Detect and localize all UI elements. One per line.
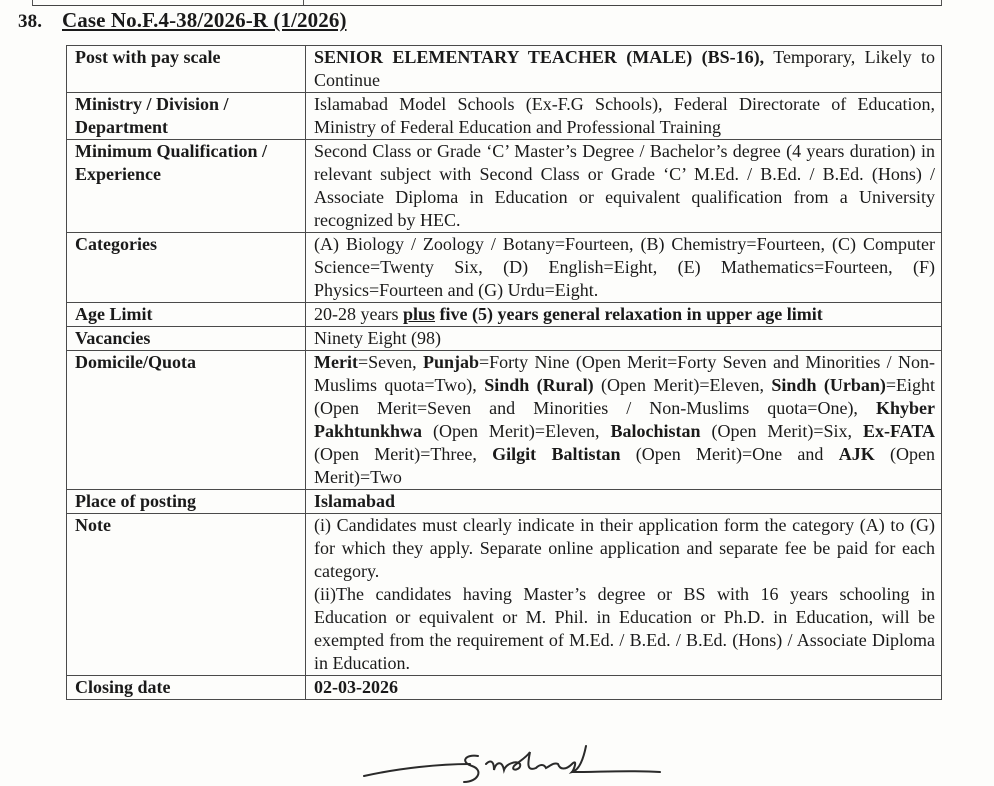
table-row <box>67 233 942 303</box>
domicile-region: Khyber Pakhtunkhwa <box>314 398 935 441</box>
post-value <box>306 46 942 93</box>
qualification-label: Minimum Qualification / Experience <box>67 140 306 233</box>
signature-stroke <box>464 756 478 782</box>
table-row <box>67 46 942 93</box>
domicile-quota-text: (Open Merit)=Six, <box>700 421 863 441</box>
closing-date-value <box>306 676 942 700</box>
categories-label: Categories <box>67 233 306 303</box>
case-heading <box>18 8 347 33</box>
ministry-value: Islamabad Model Schools (Ex-F.G Schools), Federal Directorate of Education, Ministry of Federal Education and Professional Training <box>306 93 942 140</box>
note-label: Note <box>67 514 306 676</box>
domicile-region: Balochistan <box>610 421 701 441</box>
domicile-region: Gilgit Baltistan <box>492 444 621 464</box>
domicile-label: Domicile/Quota <box>67 351 306 490</box>
age-relaxation: five (5) years general relaxation in upper age limit <box>435 304 823 324</box>
domicile-region: Sindh (Urban) <box>771 375 886 395</box>
table-row <box>67 514 942 676</box>
note-item-2: (ii)The candidates having Master’s degree or BS with 16 years schooling in Education or equivalent or M. Phil. in Education or Ph.D. in Education, will be exempted from the requirement of M.Ed. / B.Ed. / B.Ed. (Hons) / Associate Diploma in Education. <box>314 584 935 673</box>
item-number: 38. <box>18 11 43 32</box>
qualification-value: Second Class or Grade ‘C’ Master’s Degree / Bachelor’s degree (4 years duration) in relevant subject with Second Class or Grade ‘C’ M.Ed. / B.Ed. / B.Ed. (Hons) / Associate Diploma in Education or equivalent qualification from a University recognized by HEC. <box>306 140 942 233</box>
age-plus: plus <box>402 304 436 324</box>
ministry-label: Ministry / Division / Department <box>67 93 306 140</box>
signature-stroke <box>364 764 470 776</box>
note-value <box>306 514 942 676</box>
domicile-region: Sindh (Rural) <box>484 375 594 395</box>
domicile-quota-text: (Open Merit)=Three, <box>314 444 493 464</box>
age-limit-value <box>306 303 942 327</box>
post-label: Post with pay scale <box>67 46 306 93</box>
case-number: Case No.F.4-38/2026-R (1/2026) <box>62 8 347 32</box>
table-row <box>67 303 942 327</box>
signature <box>360 742 690 786</box>
signature-stroke <box>486 746 586 772</box>
vacancies-value: Ninety Eight (98) <box>306 327 942 351</box>
closing-date-text: 02-03-2026 <box>314 677 398 697</box>
domicile-region: Merit <box>314 352 358 372</box>
vacancies-label: Vacancies <box>67 327 306 351</box>
table-row <box>67 351 942 490</box>
table-row <box>67 490 942 514</box>
place-of-posting-value <box>306 490 942 514</box>
domicile-quota-text: (Open Merit)=Eleven, <box>593 375 772 395</box>
domicile-quota-text: (Open Merit)=Eleven, <box>422 421 611 441</box>
advertisement-table <box>66 45 942 700</box>
post-status: Temporary, Likely to Continue <box>314 47 936 90</box>
domicile-region: Ex-FATA <box>863 421 935 441</box>
signature-stroke <box>572 771 660 772</box>
domicile-quota-text: =Eight (Open Merit=Seven and Minorities / Non-Muslims quota=One), <box>314 375 935 418</box>
domicile-quota-text: =Seven, <box>357 352 423 372</box>
note-item-1: (i) Candidates must clearly indicate in their application form the category (A) to (G) for which they apply. Separate online application and separate fee be paid for each category. <box>314 515 935 581</box>
domicile-region: Punjab <box>422 352 479 372</box>
age-range: 20-28 years <box>314 304 403 324</box>
domicile-quota-text: (Open Merit)=One and <box>620 444 839 464</box>
place-of-posting-label: Place of posting <box>67 490 306 514</box>
table-row <box>67 327 942 351</box>
table-row <box>67 676 942 700</box>
age-limit-label: Age Limit <box>67 303 306 327</box>
domicile-quota-text: =Forty Nine (Open Merit=Forty Seven and Minorities / Non-Muslims quota=Two), <box>314 352 936 395</box>
domicile-region: AJK <box>838 444 875 464</box>
table-row <box>67 93 942 140</box>
table-row <box>67 140 942 233</box>
place-of-posting-text: Islamabad <box>314 491 396 511</box>
categories-value: (A) Biology / Zoology / Botany=Fourteen, (B) Chemistry=Fourteen, (C) Computer Science=Twenty Six, (D) English=Eight, (E) Mathematics=Fourteen, (F) Physics=Fourteen and (G) Urdu=Eight. <box>306 233 942 303</box>
previous-table-bottom-edge <box>32 0 942 6</box>
domicile-quota-text: (Open Merit)=Two <box>314 444 935 487</box>
post-title: SENIOR ELEMENTARY TEACHER (MALE) (BS-16), <box>314 47 765 67</box>
domicile-value <box>306 351 942 490</box>
closing-date-label: Closing date <box>67 676 306 700</box>
